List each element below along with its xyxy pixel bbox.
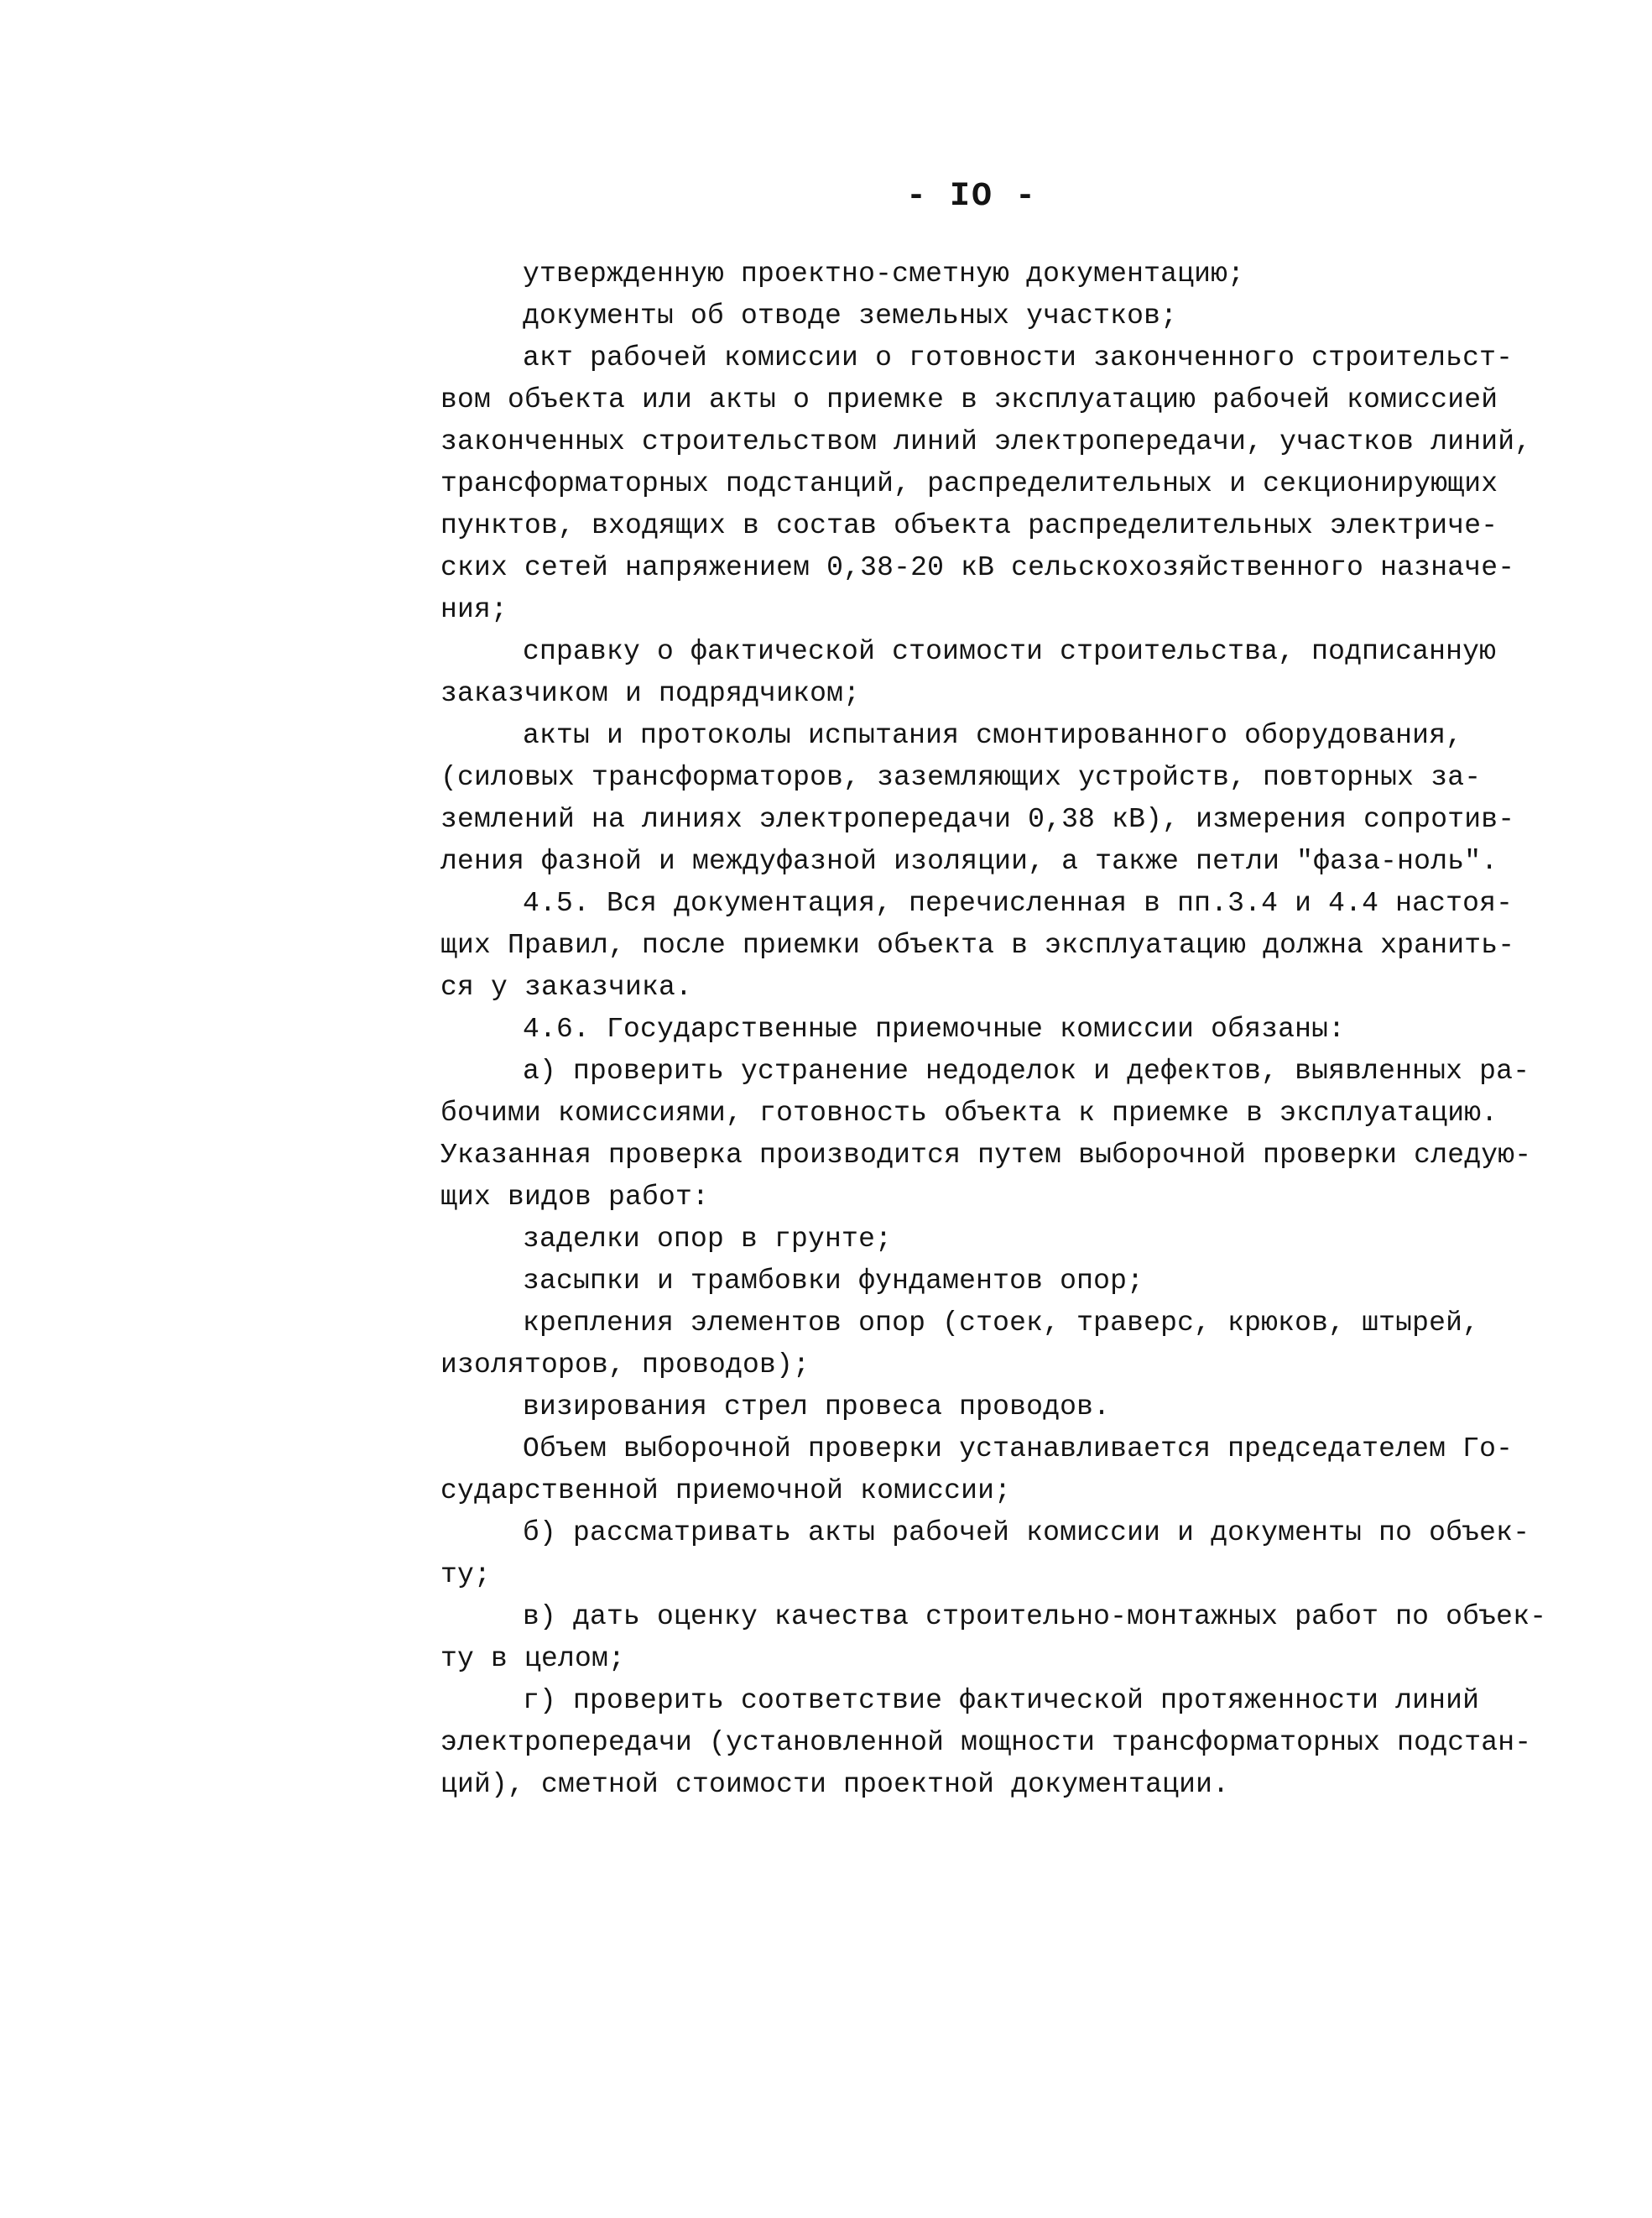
- text-line: а) проверить устранение недоделок и дефектов, выявленных ра-: [523, 1056, 1530, 1087]
- text-line: землений на линиях электропередачи 0,38 кВ), измерения сопротив-: [440, 804, 1515, 835]
- text-line: визирования стрел провеса проводов.: [523, 1391, 1111, 1422]
- text-line: справку о фактической стоимости строительства, подписанную: [523, 636, 1497, 667]
- text-line: ления фазной и междуфазной изоляции, а также петли "фаза-ноль".: [440, 846, 1498, 877]
- text-line: 4.6. Государственные приемочные комиссии обязаны:: [523, 1014, 1346, 1045]
- text-line: документы об отводе земельных участков;: [523, 300, 1178, 331]
- text-line: законченных строительством линий электропередачи, участков линий,: [440, 426, 1532, 457]
- text-line: Объем выборочной проверки устанавливается председателем Го-: [523, 1433, 1514, 1464]
- text-line: заказчиком и подрядчиком;: [440, 678, 861, 709]
- text-line: щих видов работ:: [440, 1182, 710, 1213]
- text-line: акт рабочей комиссии о готовности законченного строительст-: [523, 342, 1514, 373]
- text-line: заделки опор в грунте;: [523, 1224, 893, 1255]
- text-line: утвержденную проектно-сметную документацию;: [523, 258, 1245, 290]
- text-line: ту;: [440, 1559, 492, 1590]
- text-line: г) проверить соответствие фактической протяженности линий: [523, 1685, 1480, 1716]
- text-line: (силовых трансформаторов, заземляющих устройств, повторных за-: [440, 762, 1482, 793]
- text-line: ций), сметной стоимости проектной документации.: [440, 1769, 1230, 1800]
- text-line: изоляторов, проводов);: [440, 1349, 810, 1380]
- text-line: бочими комиссиями, готовность объекта к приемке в эксплуатацию.: [440, 1098, 1498, 1129]
- text-line: трансформаторных подстанций, распределительных и секционирующих: [440, 468, 1498, 499]
- text-line: электропередачи (установленной мощности трансформаторных подстан-: [440, 1727, 1532, 1758]
- text-line: ских сетей напряжением 0,38-20 кВ сельскохозяйственного назначе-: [440, 552, 1515, 583]
- text-line: ния;: [440, 594, 508, 625]
- text-line: крепления элементов опор (стоек, траверс, крюков, штырей,: [523, 1307, 1480, 1339]
- text-line: б) рассматривать акты рабочей комиссии и документы по объек-: [523, 1517, 1530, 1548]
- text-line: засыпки и трамбовки фундаментов опор;: [523, 1266, 1144, 1297]
- text-line: акты и протоколы испытания смонтированного оборудования,: [523, 720, 1463, 751]
- text-line: сударственной приемочной комиссии;: [440, 1475, 1012, 1506]
- text-line: вом объекта или акты о приемке в эксплуатацию рабочей комиссией: [440, 384, 1498, 415]
- text-line: ся у заказчика.: [440, 972, 693, 1003]
- text-line: ту в целом;: [440, 1643, 626, 1674]
- page-number: - IO -: [906, 178, 1038, 216]
- text-line: 4.5. Вся документация, перечисленная в пп.3.4 и 4.4 настоя-: [523, 888, 1514, 919]
- text-line: пунктов, входящих в состав объекта распределительных электриче-: [440, 510, 1498, 541]
- text-line: Указанная проверка производится путем выборочной проверки следую-: [440, 1140, 1532, 1171]
- text-line: в) дать оценку качества строительно-монтажных работ по объек-: [523, 1601, 1547, 1632]
- text-line: щих Правил, после приемки объекта в эксплуатацию должна хранить-: [440, 930, 1515, 961]
